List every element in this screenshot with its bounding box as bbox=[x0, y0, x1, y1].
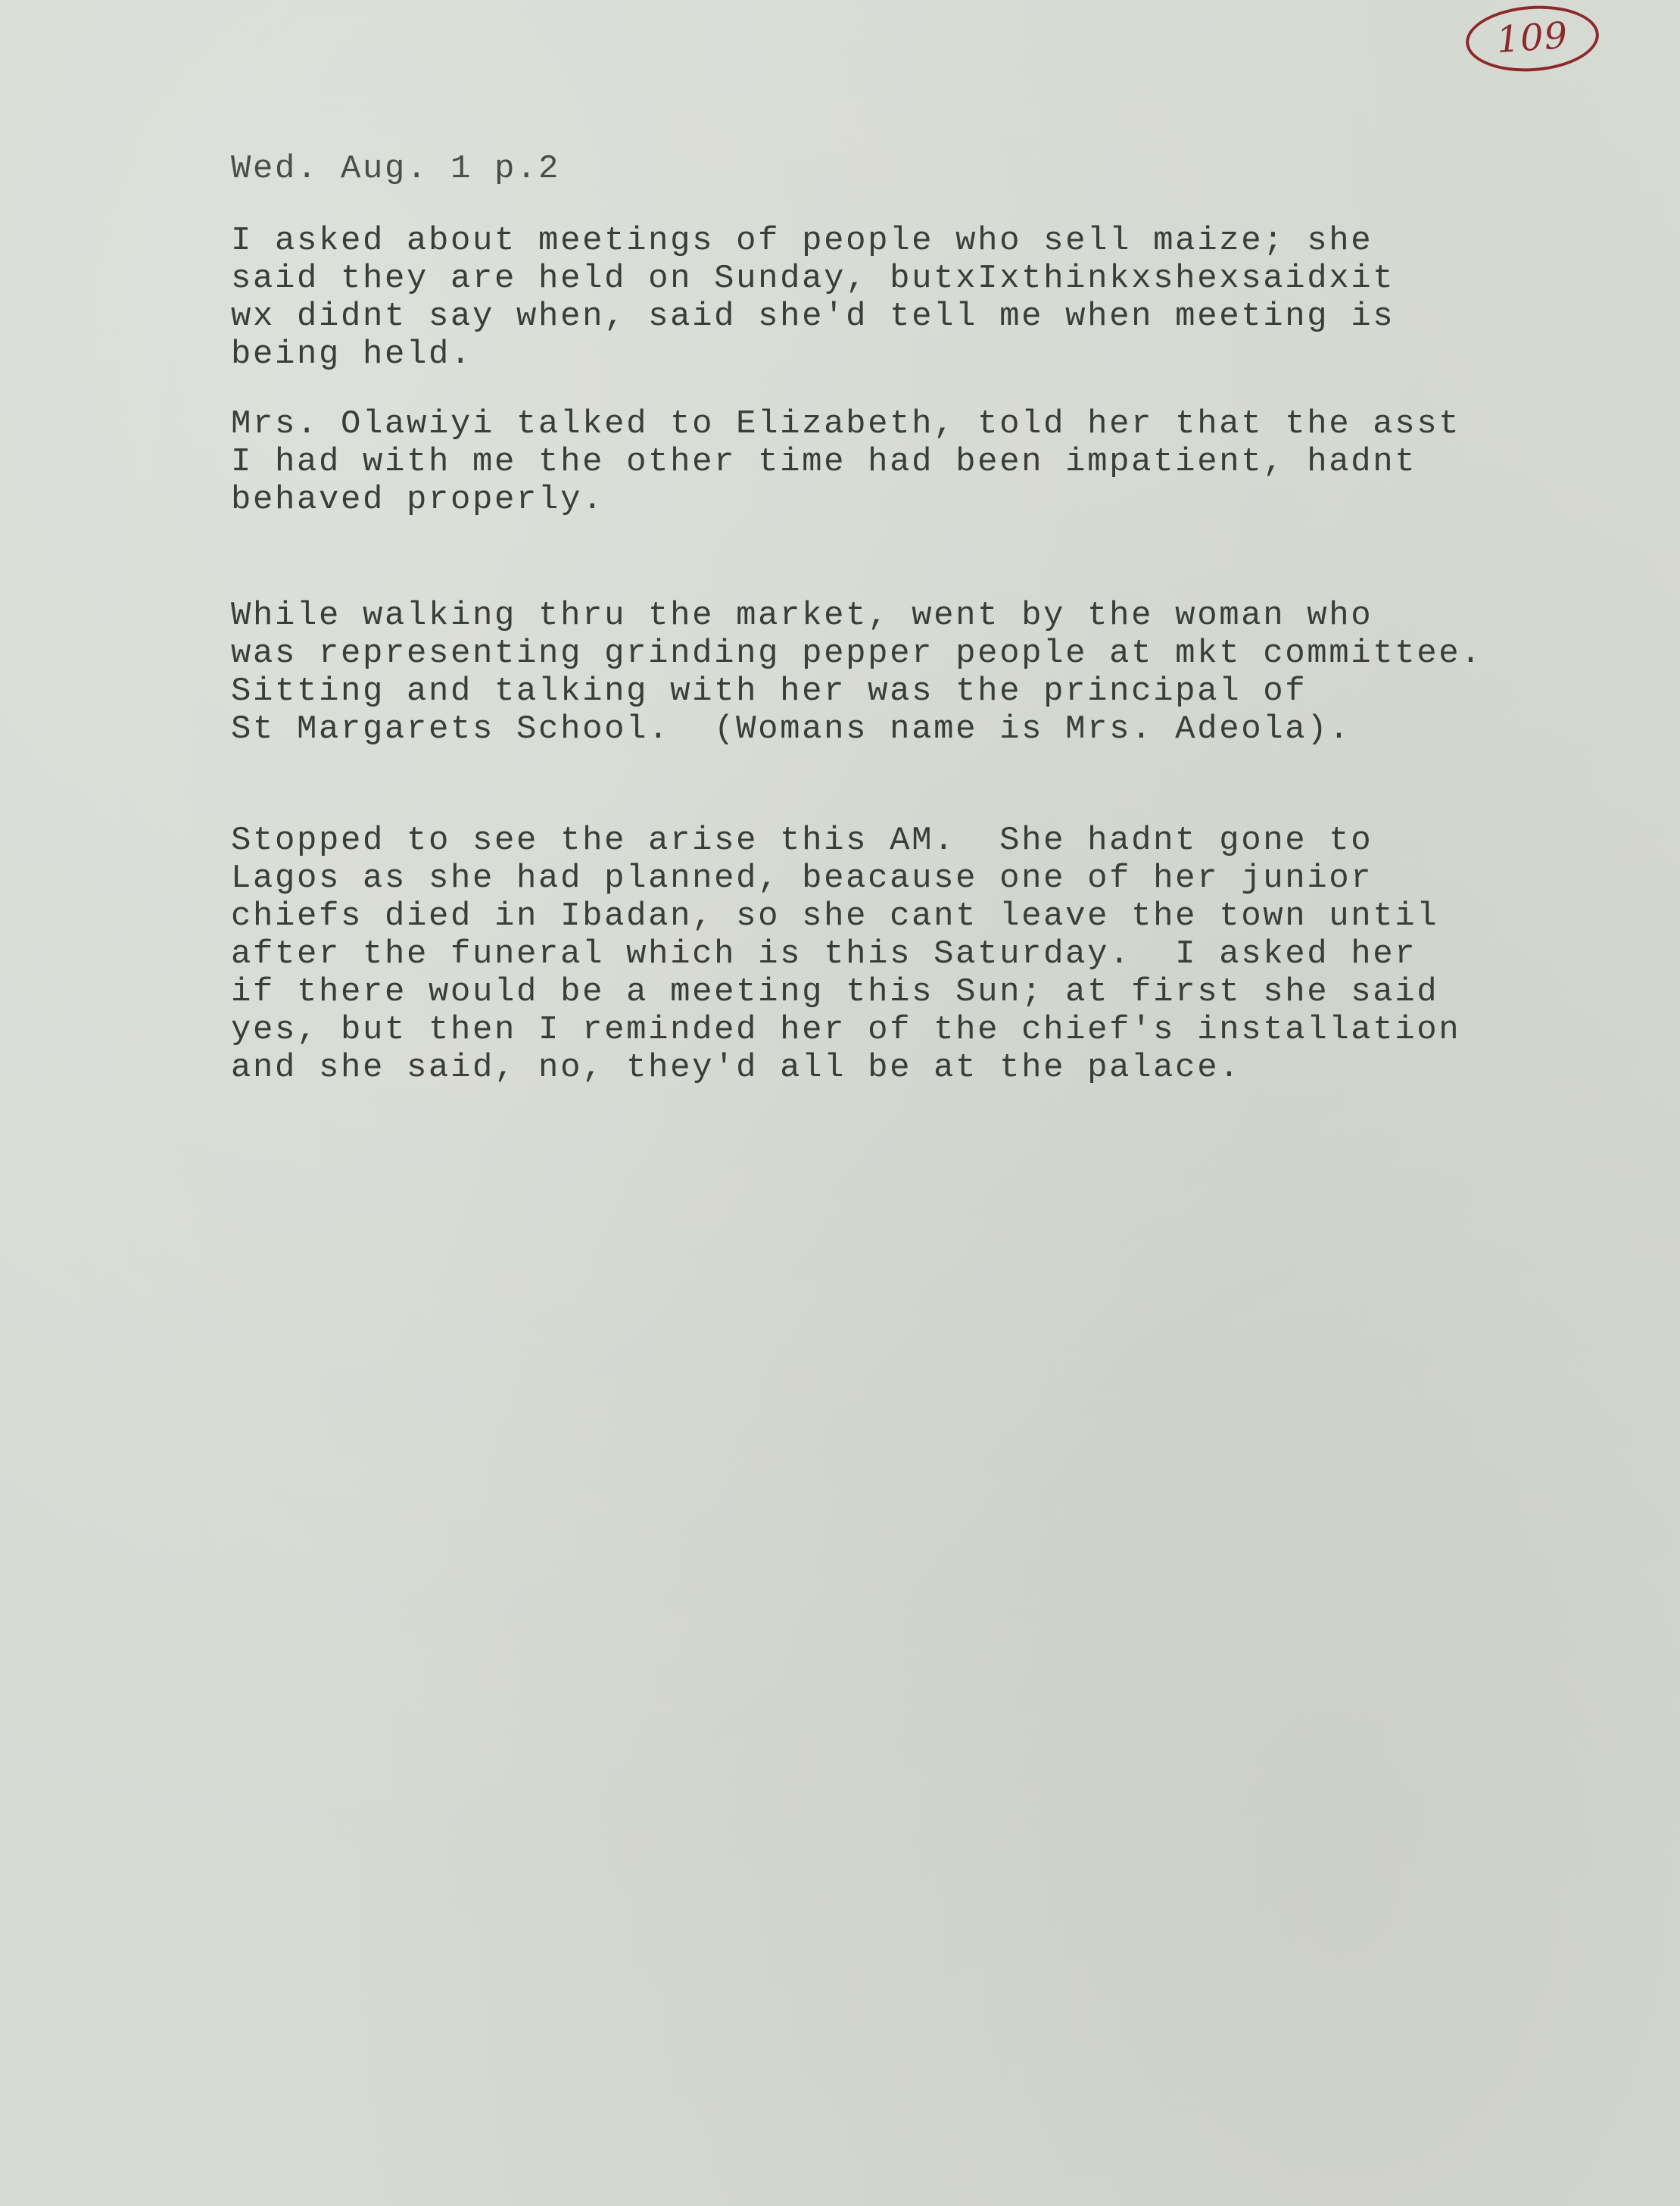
paragraph-3 bbox=[231, 597, 1482, 748]
paragraph-1-line-1: I asked about meetings of people who sell maize; she bbox=[231, 222, 1373, 260]
paragraph-4-line-1: Stopped to see the arise this AM. She hadnt gone to bbox=[231, 822, 1373, 860]
paragraph-3-line-2: was representing grinding pepper people at mkt committee. bbox=[231, 635, 1483, 672]
paragraph-4 bbox=[231, 822, 1460, 1087]
document-header: Wed. Aug. 1 p.2 bbox=[231, 150, 561, 188]
page-number-text: 109 bbox=[1495, 14, 1570, 62]
paragraph-4-line-3: chiefs died in Ibadan, so she cant leave the town until bbox=[231, 897, 1439, 935]
paragraph-4-line-6: yes, but then I reminded her of the chief's installation bbox=[231, 1011, 1461, 1049]
paragraph-2 bbox=[231, 405, 1460, 519]
paragraph-1 bbox=[231, 222, 1395, 373]
paragraph-1-line-4: being held. bbox=[231, 335, 473, 373]
paragraph-4-line-5: if there would be a meeting this Sun; at first she said bbox=[231, 973, 1439, 1011]
paragraph-1-line-3: wx didnt say when, said she'd tell me when meeting is bbox=[231, 298, 1395, 335]
handwritten-page-number bbox=[1463, 2, 1601, 76]
paragraph-4-line-7: and she said, no, they'd all be at the palace. bbox=[231, 1049, 1242, 1087]
paragraph-4-line-2: Lagos as she had planned, beacause one of her junior bbox=[231, 860, 1373, 897]
paragraph-3-line-3: Sitting and talking with her was the principal of bbox=[231, 672, 1308, 710]
paragraph-3-line-4: St Margarets School. (Womans name is Mrs. Adeola). bbox=[231, 710, 1351, 748]
paragraph-2-line-2: I had with me the other time had been impatient, hadnt bbox=[231, 443, 1417, 481]
paragraph-2-line-3: behaved properly. bbox=[231, 481, 605, 519]
paragraph-1-line-2: said they are held on Sunday, butxIxthinkxshexsaidxit bbox=[231, 260, 1395, 298]
paragraph-4-line-4: after the funeral which is this Saturday. I asked her bbox=[231, 935, 1417, 973]
paragraph-2-line-1: Mrs. Olawiyi talked to Elizabeth, told her that the asst bbox=[231, 405, 1461, 443]
paragraph-3-line-1: While walking thru the market, went by the woman who bbox=[231, 597, 1373, 635]
